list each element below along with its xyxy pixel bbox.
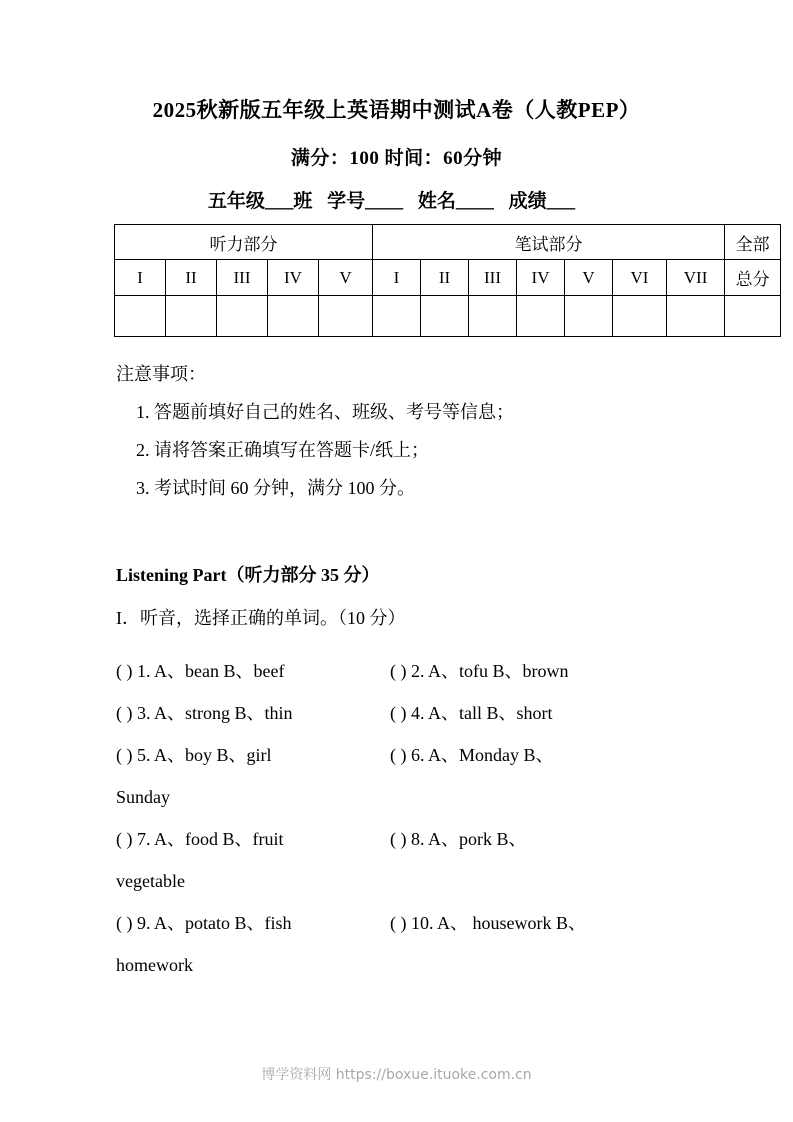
col-header-written-4: IV bbox=[517, 260, 565, 296]
question-row bbox=[116, 734, 716, 776]
question-row bbox=[116, 902, 716, 944]
score-cell[interactable] bbox=[517, 296, 565, 337]
question-row bbox=[116, 650, 716, 692]
question-item-10[interactable]: ( ) 10. A、 housework B、 bbox=[390, 913, 586, 933]
question-item-9[interactable]: ( ) 9. A、potato B、fish bbox=[116, 913, 292, 933]
col-header-listening-2: II bbox=[166, 260, 217, 296]
note-item-3: 3. 考试时间 60 分钟，满分 100 分。 bbox=[136, 478, 415, 498]
score-cell[interactable] bbox=[667, 296, 725, 337]
score-cell[interactable] bbox=[268, 296, 319, 337]
score-cell[interactable] bbox=[217, 296, 268, 337]
score-cell[interactable] bbox=[565, 296, 613, 337]
table-section-header-row bbox=[115, 225, 781, 260]
col-header-listening-5: V bbox=[319, 260, 373, 296]
question-item-6-continuation: Sunday bbox=[116, 787, 170, 807]
section-header-total: 全部 bbox=[725, 225, 781, 260]
notes-heading: 注意事项： bbox=[116, 364, 206, 384]
question-item-10-continuation: homework bbox=[116, 955, 193, 975]
question-row-continuation bbox=[116, 944, 716, 986]
table-score-entry-row bbox=[115, 296, 781, 337]
score-cell[interactable] bbox=[613, 296, 667, 337]
score-cell[interactable] bbox=[166, 296, 217, 337]
score-cell[interactable] bbox=[469, 296, 517, 337]
listening-part-heading: Listening Part（听力部分 35 分） bbox=[116, 565, 380, 585]
col-header-written-6: VI bbox=[613, 260, 667, 296]
question-1-item-list bbox=[116, 650, 716, 986]
section-header-written: 笔试部分 bbox=[373, 225, 725, 260]
question-item-2[interactable]: ( ) 2. A、tofu B、brown bbox=[390, 661, 569, 681]
question-item-8[interactable]: ( ) 8. A、pork B、 bbox=[390, 829, 527, 849]
note-item-2: 2. 请将答案正确填写在答题卡/纸上； bbox=[136, 440, 429, 460]
score-summary-table bbox=[114, 224, 781, 337]
question-item-8-continuation: vegetable bbox=[116, 871, 185, 891]
question-row-continuation bbox=[116, 776, 716, 818]
col-header-written-7: VII bbox=[667, 260, 725, 296]
question-row bbox=[116, 692, 716, 734]
student-grade-field: 五年级___班 bbox=[207, 191, 313, 212]
question-row bbox=[116, 818, 716, 860]
score-cell[interactable] bbox=[373, 296, 421, 337]
student-info-line bbox=[0, 186, 793, 213]
page-title: 2025秋新版五年级上英语期中测试A卷（人教PEP） bbox=[152, 98, 641, 122]
col-header-listening-3: III bbox=[217, 260, 268, 296]
question-item-3[interactable]: ( ) 3. A、strong B、thin bbox=[116, 703, 293, 723]
question-row-continuation bbox=[116, 860, 716, 902]
note-item-1: 1. 答题前填好自己的姓名、班级、考号等信息； bbox=[136, 402, 514, 422]
score-cell[interactable] bbox=[319, 296, 373, 337]
col-header-written-5: V bbox=[565, 260, 613, 296]
exam-subtitle: 满分：100 时间：60分钟 bbox=[290, 148, 503, 169]
student-id-field: 学号____ bbox=[327, 191, 404, 212]
section-header-listening: 听力部分 bbox=[115, 225, 373, 260]
col-header-listening-4: IV bbox=[268, 260, 319, 296]
question-item-6[interactable]: ( ) 6. A、Monday B、 bbox=[390, 745, 554, 765]
col-header-listening-1: I bbox=[115, 260, 166, 296]
col-header-total-score: 总分 bbox=[725, 260, 781, 296]
question-item-7[interactable]: ( ) 7. A、food B、fruit bbox=[116, 829, 284, 849]
question-1-directive: I．听音，选择正确的单词。（10 分） bbox=[116, 608, 406, 628]
student-name-field: 姓名____ bbox=[417, 191, 494, 212]
question-item-1[interactable]: ( ) 1. A、bean B、beef bbox=[116, 661, 285, 681]
exam-notes bbox=[116, 355, 716, 507]
col-header-written-2: II bbox=[421, 260, 469, 296]
score-cell[interactable] bbox=[115, 296, 166, 337]
col-header-written-1: I bbox=[373, 260, 421, 296]
score-cell[interactable] bbox=[725, 296, 781, 337]
table-column-header-row bbox=[115, 260, 781, 296]
question-item-4[interactable]: ( ) 4. A、tall B、short bbox=[390, 703, 553, 723]
footer-watermark: 博学资料网 https://boxue.ituoke.com.cn bbox=[261, 1067, 532, 1083]
col-header-written-3: III bbox=[469, 260, 517, 296]
student-score-field: 成绩___ bbox=[508, 191, 576, 212]
score-cell[interactable] bbox=[421, 296, 469, 337]
question-item-5[interactable]: ( ) 5. A、boy B、girl bbox=[116, 745, 272, 765]
